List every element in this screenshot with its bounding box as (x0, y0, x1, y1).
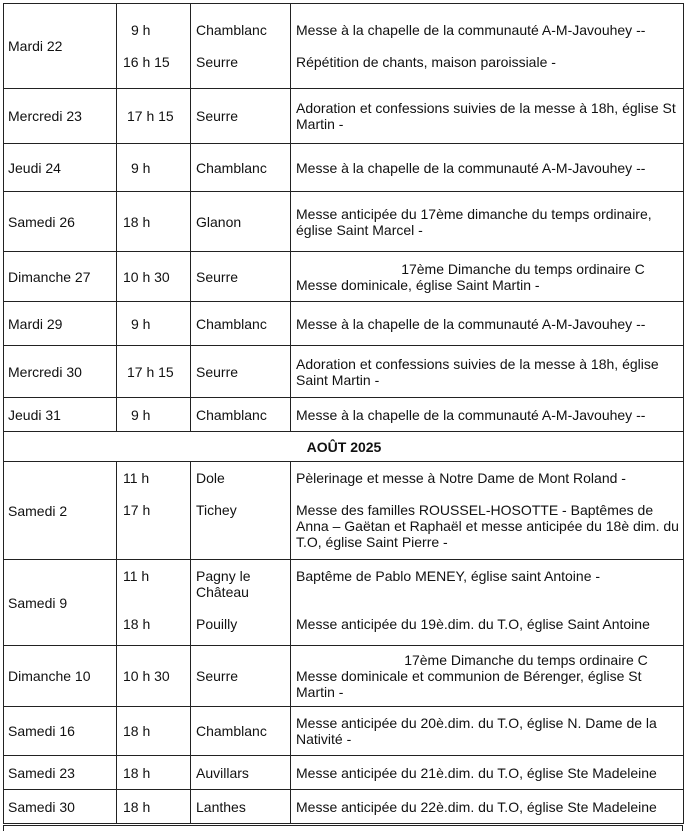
description-text: Messe des familles ROUSSEL-HOSOTTE - Baptêmes de Anna – Gaëtan et Raphaël et messe anticipée du 18è dim. du T.O, église Saint Pierre - (296, 502, 679, 550)
time-cell (117, 462, 191, 560)
place-text: Dole (196, 470, 225, 486)
description-cell: Messe anticipée du 20è.dim. du T.O, église N. Dame de la Nativité - (291, 707, 684, 756)
table-row (4, 790, 684, 824)
day-cell: Jeudi 31 (4, 398, 117, 432)
place-cell: Chamblanc (191, 302, 291, 346)
description-cell (291, 462, 684, 560)
table-row (4, 560, 684, 646)
place-text: Pagny le Château (196, 568, 251, 600)
day-cell: Samedi 30 (4, 790, 117, 824)
place-cell: Chamblanc (191, 707, 291, 756)
day-cell: Mardi 29 (4, 302, 117, 346)
month-heading: AOÛT 2025 (4, 432, 684, 462)
table-row (4, 89, 684, 144)
time-text: 18 h (123, 616, 151, 632)
time-text: 9 h (131, 159, 151, 176)
time-cell: 18 h (117, 192, 191, 252)
description-cell: Adoration et confessions suivies de la messe à 18h, église St Martin - (291, 89, 684, 144)
time-cell (117, 302, 191, 346)
place-cell (191, 560, 291, 646)
description-cell: Messe à la chapelle de la communauté A-M-Javouhey -- (291, 398, 684, 432)
place-cell: Chamblanc (191, 398, 291, 432)
time-cell (117, 89, 191, 144)
place-cell: Auvillars (191, 756, 291, 790)
place-cell: Seurre (191, 89, 291, 144)
day-cell: Samedi 2 (4, 462, 117, 560)
description-text: Messe à la chapelle de la communauté A-M-Javouhey -- (296, 22, 646, 38)
description-cell (291, 646, 684, 707)
description-cell: Messe anticipée du 21è.dim. du T.O, église Ste Madeleine (291, 756, 684, 790)
time-cell (117, 4, 191, 89)
day-cell: Dimanche 10 (4, 646, 117, 707)
description-text: Messe dominicale, église Saint Martin - (296, 276, 540, 293)
place-text: Seurre (196, 54, 239, 70)
time-text: 9 h (131, 22, 151, 38)
table-row (4, 462, 684, 560)
table-row (4, 144, 684, 192)
time-cell: 10 h 30 (117, 646, 191, 707)
description-cell (291, 560, 684, 646)
table-row (4, 398, 684, 432)
description-text: Répétition de chants, maison paroissiale - (296, 54, 556, 70)
place-cell: Lanthes (191, 790, 291, 824)
table-row (4, 302, 684, 346)
place-cell: Glanon (191, 192, 291, 252)
time-text: 16 h 15 (123, 54, 170, 70)
next-table-edge (3, 825, 683, 831)
time-text: 11 h (123, 568, 150, 584)
time-cell: 10 h 30 (117, 252, 191, 302)
table-row (4, 252, 684, 302)
liturgical-heading: 17ème Dimanche du temps ordinaire C (404, 652, 648, 668)
time-text: 9 h (131, 315, 151, 332)
time-cell: 18 h (117, 707, 191, 756)
time-cell (117, 398, 191, 432)
description-text: Messe dominicale et communion de Bérenger, église St Martin - (296, 668, 642, 700)
day-cell: Samedi 16 (4, 707, 117, 756)
place-cell (191, 4, 291, 89)
liturgical-heading: 17ème Dimanche du temps ordinaire C (401, 260, 645, 277)
table-row (4, 4, 684, 89)
place-text: Pouilly (196, 616, 238, 632)
day-cell: Samedi 9 (4, 560, 117, 646)
day-cell: Jeudi 24 (4, 144, 117, 192)
time-text: 17 h 15 (127, 363, 174, 380)
description-cell (291, 4, 684, 89)
time-cell (117, 144, 191, 192)
table-row (4, 346, 684, 398)
description-cell: Messe anticipée du 17ème dimanche du temps ordinaire, église Saint Marcel - (291, 192, 684, 252)
place-cell: Seurre (191, 252, 291, 302)
description-text: Messe anticipée du 19è.dim. du T.O, église Saint Antoine (296, 616, 650, 632)
time-cell (117, 346, 191, 398)
description-cell: Messe anticipée du 22è.dim. du T.O, église Ste Madeleine (291, 790, 684, 824)
table-row (4, 707, 684, 756)
day-cell: Dimanche 27 (4, 252, 117, 302)
time-cell: 18 h (117, 756, 191, 790)
schedule-table (3, 3, 684, 824)
place-cell: Chamblanc (191, 144, 291, 192)
description-cell: Messe à la chapelle de la communauté A-M-Javouhey -- (291, 144, 684, 192)
place-cell: Seurre (191, 346, 291, 398)
description-cell: Adoration et confessions suivies de la messe à 18h, église Saint Martin - (291, 346, 684, 398)
day-cell: Mercredi 30 (4, 346, 117, 398)
table-row (4, 646, 684, 707)
description-cell: Messe à la chapelle de la communauté A-M-Javouhey -- (291, 302, 684, 346)
month-heading-row (4, 432, 684, 462)
description-cell (291, 252, 684, 302)
place-cell (191, 462, 291, 560)
place-text: Chamblanc (196, 22, 267, 38)
time-text: 17 h 15 (127, 108, 174, 124)
day-cell: Samedi 23 (4, 756, 117, 790)
description-text: Baptême de Pablo MENEY, église saint Antoine - (296, 568, 601, 584)
time-cell (117, 560, 191, 646)
day-cell: Samedi 26 (4, 192, 117, 252)
time-text: 17 h (123, 502, 151, 518)
time-text: 9 h (131, 406, 151, 423)
table-row (4, 192, 684, 252)
time-cell: 18 h (117, 790, 191, 824)
table-row (4, 756, 684, 790)
time-text: 11 h (123, 470, 150, 486)
day-cell: Mercredi 23 (4, 89, 117, 144)
day-cell: Mardi 22 (4, 4, 117, 89)
place-text: Tichey (196, 502, 237, 518)
description-text: Pèlerinage et messe à Notre Dame de Mont Roland - (296, 470, 626, 486)
place-cell: Seurre (191, 646, 291, 707)
